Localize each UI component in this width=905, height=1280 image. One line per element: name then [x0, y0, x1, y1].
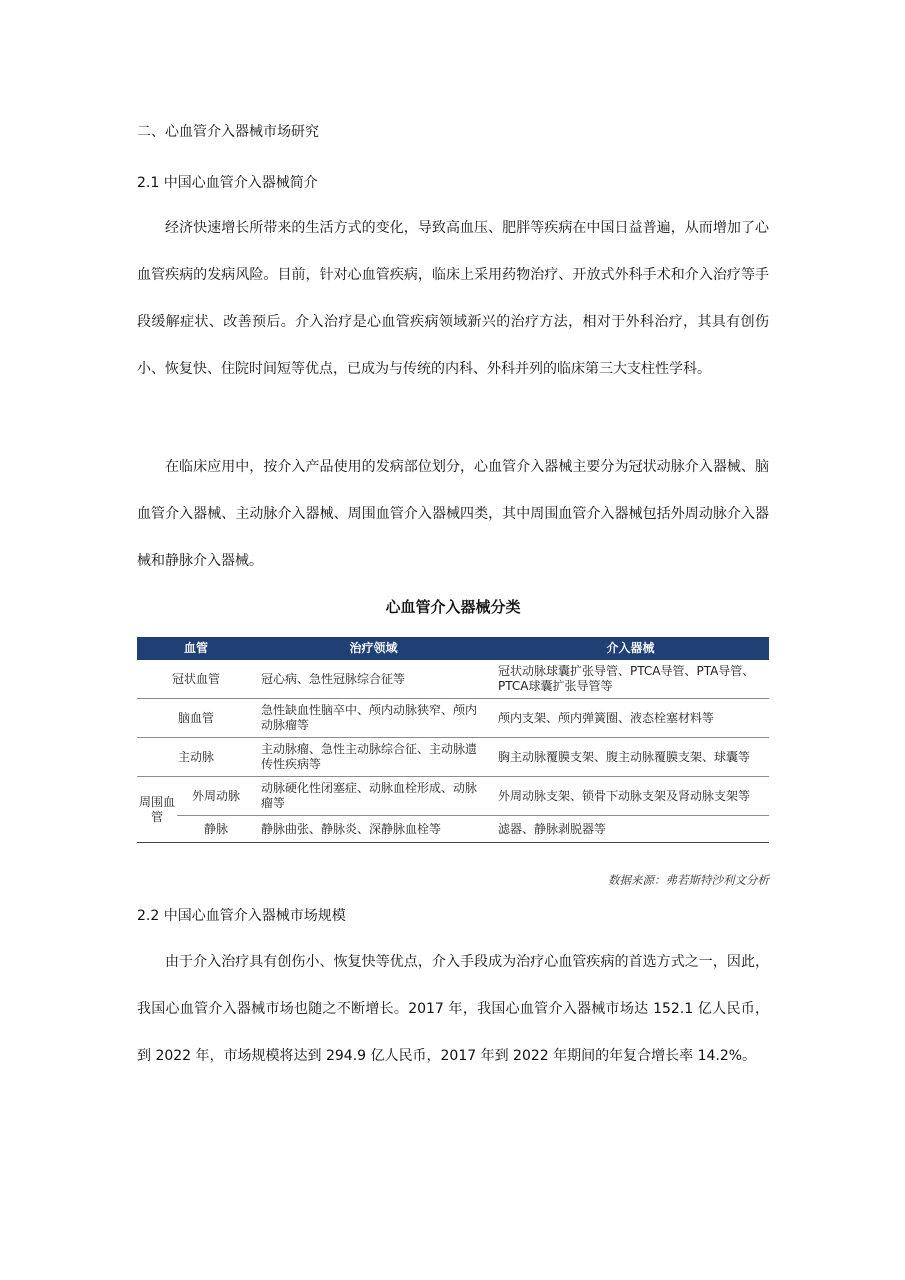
section-title: 二、心血管介入器械市场研究	[137, 124, 319, 140]
vessel-cell: 主动脉	[137, 738, 255, 777]
table-row	[137, 777, 769, 816]
vessel-subcell: 静脉	[177, 816, 255, 843]
field-cell: 主动脉瘤、急性主动脉综合征、主动脉遗传性疾病等	[255, 738, 492, 777]
subsection-title-2-1: 2.1 中国心血管介入器械简介	[137, 175, 318, 191]
paragraph-market-size: 由于介入治疗具有创伤小、恢复快等优点，介入手段成为治疗心血管疾病的首选方式之一，因此，我国心血管介入器械市场也随之不断增长。2017 年，我国心血管介入器械市场达 152.1 亿人民币，到 2022 年，市场规模将达到 294.9 亿人民币，2017 年到 2022 年期间的年复合增长率 14.2%。	[137, 954, 769, 1064]
device-cell: 滤器、静脉剥脱器等	[492, 816, 769, 843]
device-cell: 颅内支架、颅内弹簧圈、液态栓塞材料等	[492, 699, 769, 738]
table-row	[137, 699, 769, 738]
field-cell: 动脉硬化性闭塞症、动脉血栓形成、动脉瘤等	[255, 777, 492, 816]
vessel-group-cell: 周围血管	[137, 777, 177, 843]
subsection-title-2-2: 2.2 中国心血管介入器械市场规模	[137, 908, 346, 924]
vessel-cell: 脑血管	[137, 699, 255, 738]
table-source-note: 数据来源：弗若斯特沙利文分析	[608, 873, 769, 887]
vessel-cell: 冠状血管	[137, 660, 255, 699]
table-title: 心血管介入器械分类	[385, 598, 521, 616]
header-field: 治疗领域	[255, 637, 492, 660]
field-cell: 静脉曲张、静脉炎、深静脉血栓等	[255, 816, 492, 843]
field-cell: 冠心病、急性冠脉综合征等	[255, 660, 492, 699]
table-row	[137, 738, 769, 777]
device-cell: 外周动脉支架、锁骨下动脉支架及肾动脉支架等	[492, 777, 769, 816]
device-cell: 冠状动脉球囊扩张导管、PTCA导管、PTA导管、PTCA球囊扩张导管等	[492, 660, 769, 699]
table-header-row	[137, 637, 769, 660]
classification-table	[137, 637, 769, 843]
header-device: 介入器械	[492, 637, 769, 660]
device-cell: 胸主动脉覆膜支架、腹主动脉覆膜支架、球囊等	[492, 738, 769, 777]
paragraph-intro: 经济快速增长所带来的生活方式的变化，导致高血压、肥胖等疾病在中国日益普遍，从而增加了心血管疾病的发病风险。目前，针对心血管疾病，临床上采用药物治疗、开放式外科手术和介入治疗等手段缓解症状、改善预后。介入治疗是心血管疾病领域新兴的治疗方法，相对于外科治疗，其具有创伤小、恢复快、住院时间短等优点，已成为与传统的内科、外科并列的临床第三大支柱性学科。	[137, 220, 769, 377]
table-row	[137, 816, 769, 843]
field-cell: 急性缺血性脑卒中、颅内动脉狭窄、颅内动脉瘤等	[255, 699, 492, 738]
paragraph-classification: 在临床应用中，按介入产品使用的发病部位划分，心血管介入器械主要分为冠状动脉介入器械、脑血管介入器械、主动脉介入器械、周围血管介入器械四类，其中周围血管介入器械包括外周动脉介入器械和静脉介入器械。	[137, 459, 769, 569]
table-row	[137, 660, 769, 699]
header-vessel: 血管	[137, 637, 255, 660]
vessel-subcell: 外周动脉	[177, 777, 255, 816]
